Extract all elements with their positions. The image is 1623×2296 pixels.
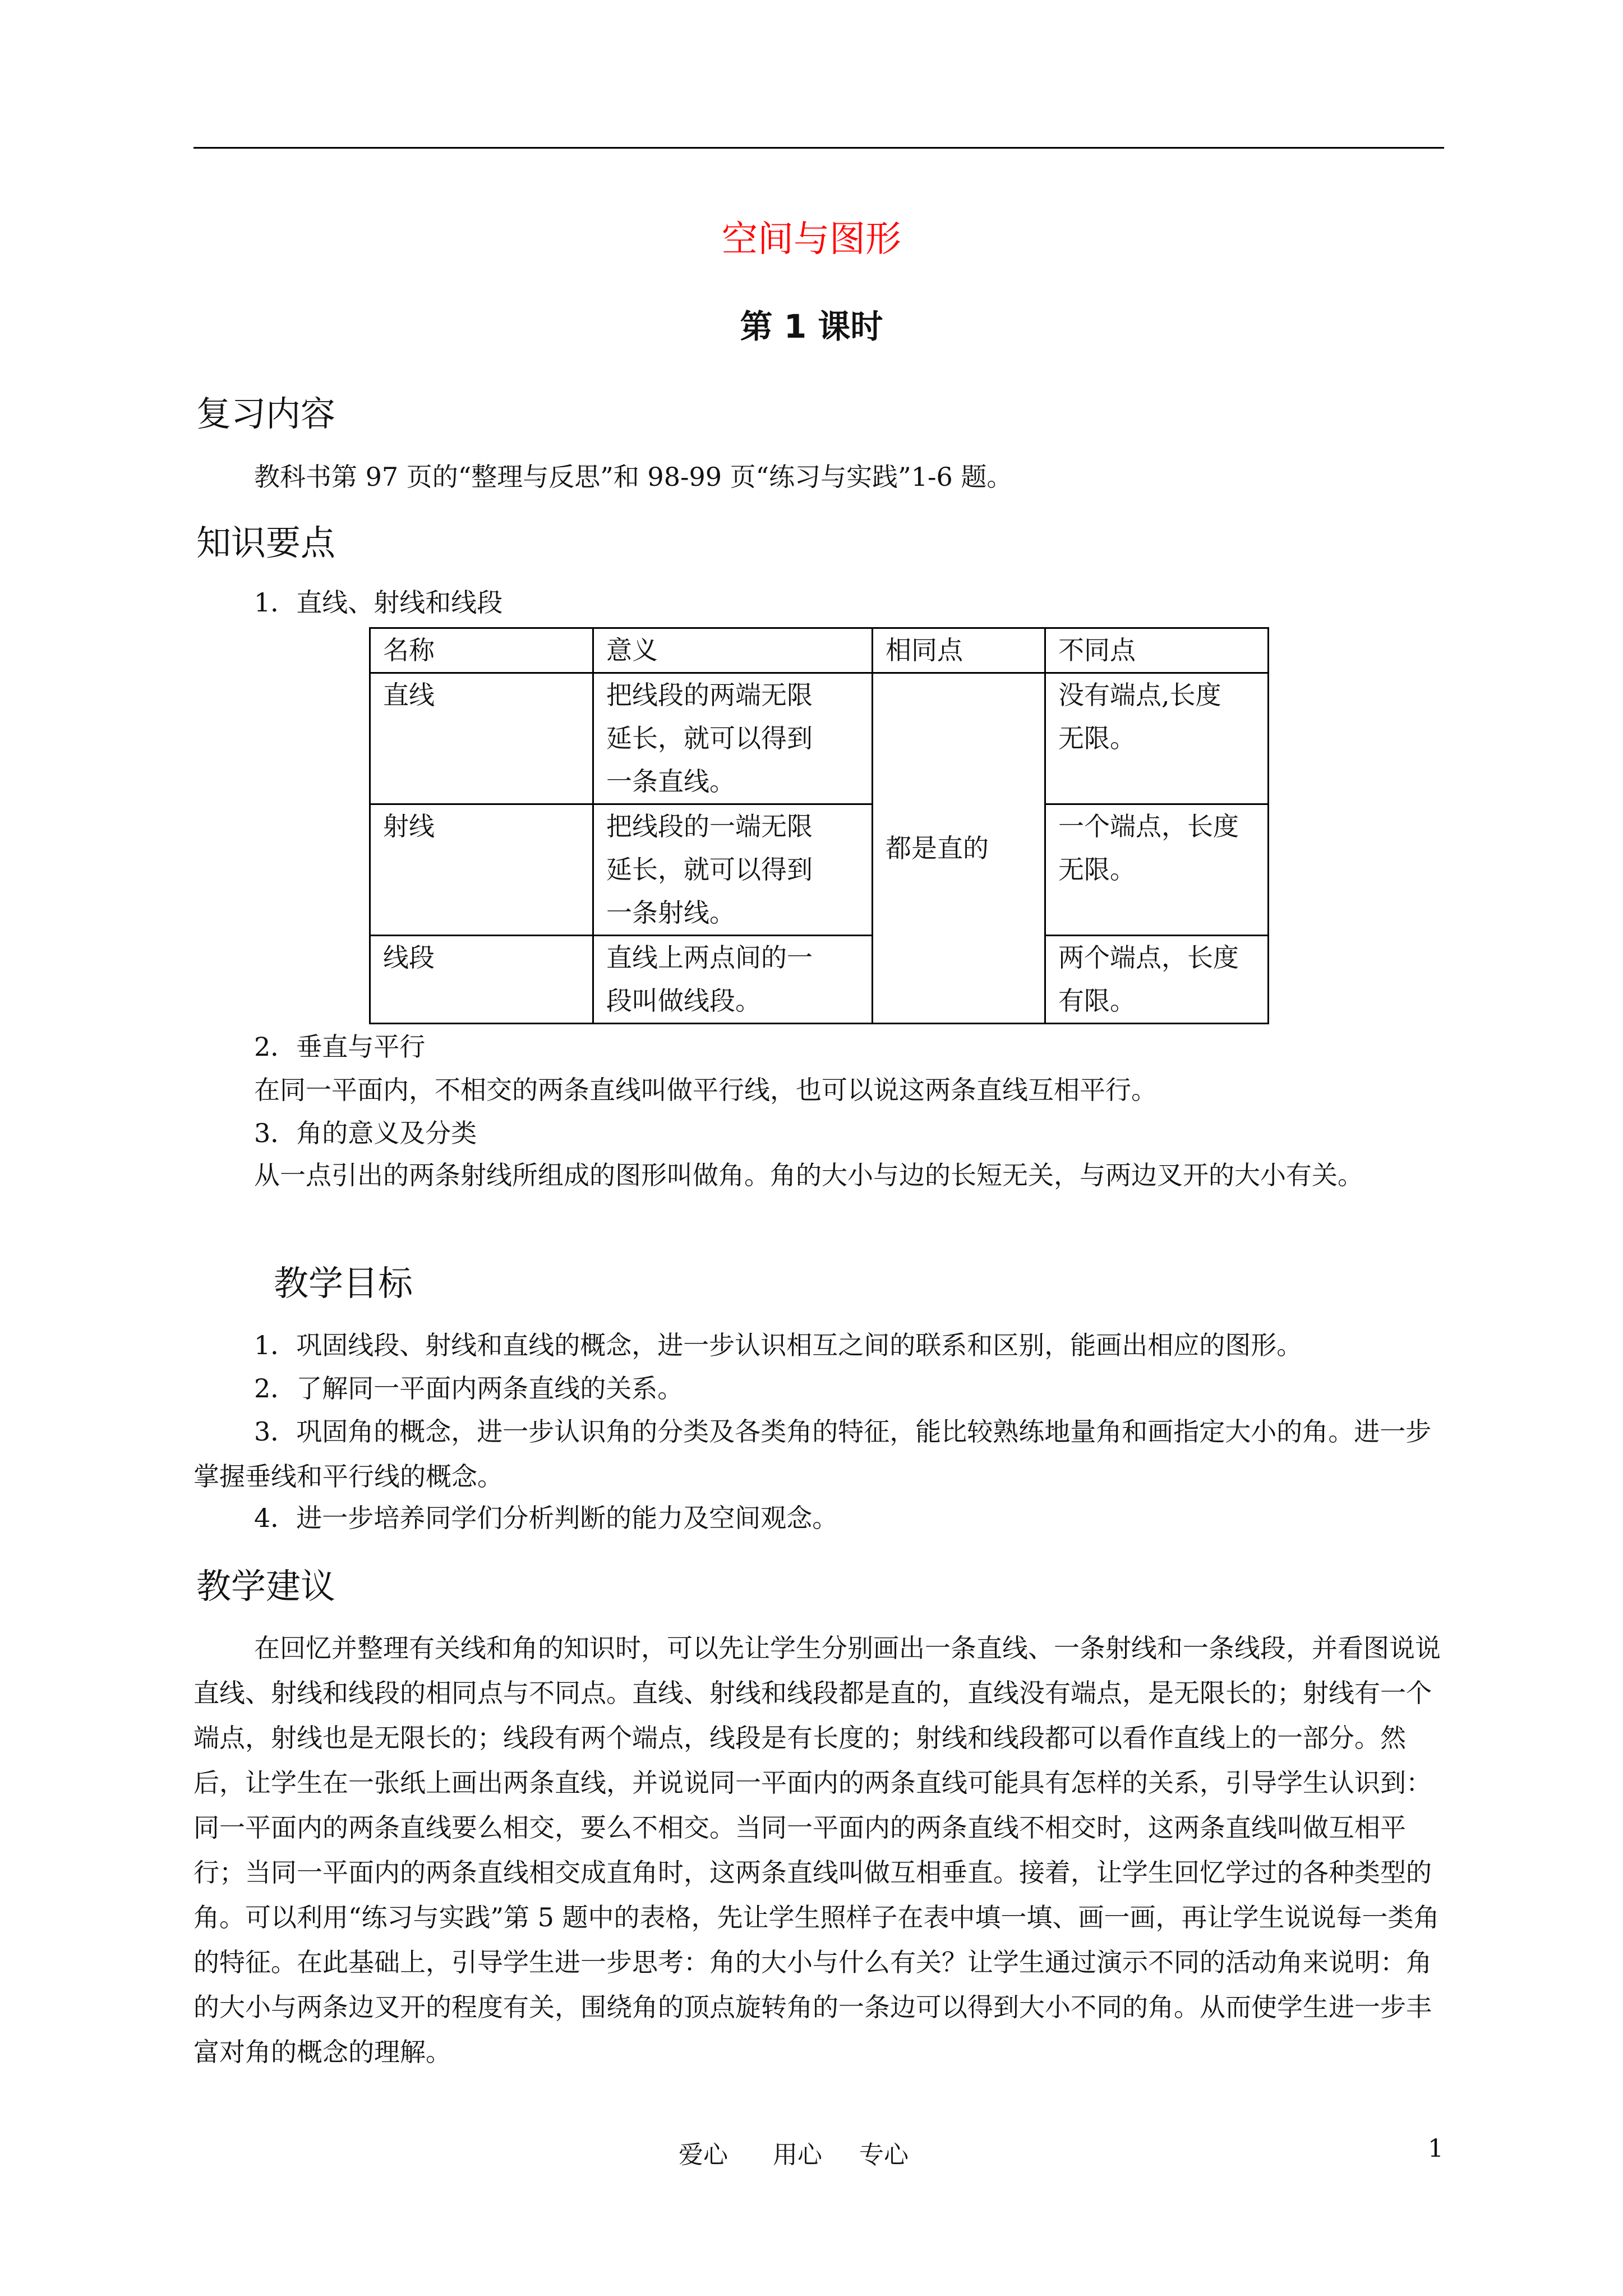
- knowledge-item-3: 3．角的意义及分类: [254, 1118, 477, 1148]
- header-rule: [193, 147, 1444, 149]
- table-header-cell: 名称: [370, 628, 593, 673]
- table-cell-line: 直线上两点间的一: [606, 942, 813, 973]
- review-text: 教科书第 97 页的“整理与反思”和 98-99 页“练习与实践”1-6 题。: [254, 462, 1013, 492]
- advice-text: 在回忆并整理有关线和角的知识时，可以先让学生分别画出一条直线、一条射线和一条线段，并看图说说直线、射线和线段的相同点与不同点。直线、射线和线段都是直的，直线没有端点，是无限长的；射线有一个端点，射线也是无限长的；线段有两个端点，线段是有长度的；射线和线段都可以看作直线上的一部分。然后，让学生在一张纸上画出两条直线，并说说同一平面内的两条直线可能具有怎样的关系，引导学生认识到：同一平面内的两条直线要么相交，要么不相交。当同一平面内的两条直线不相交时，这两条直线叫做互相平行；当同一平面内的两条直线相交成直角时，这两条直线叫做互相垂直。接着，让学生回忆学过的各种类型的角。可以利用“练习与实践”第 5 题中的表格，先让学生照样子在表中填一填、画一画，再让学生说说每一类角的特征。在此基础上，引导学生进一步思考：角的大小与什么有关？让学生通过演示不同的活动角来说明：角的大小与两条边叉开的程度有关，围绕角的顶点旋转角的一条边可以得到大小不同的角。从而使学生进一步丰富对角的概念的理解。: [193, 1633, 1441, 2067]
- table-cell-meaning: [593, 936, 873, 1024]
- line-comparison-table: [369, 627, 1269, 1024]
- table-cell-line: 一条射线。: [606, 898, 735, 928]
- table-cell-meaning: [593, 804, 873, 936]
- goal-item: 3．巩固角的概念，进一步认识角的分类及各类角的特征，能比较熟练地量角和画指定大小的角。进一步掌握垂线和平行线的概念。: [193, 1416, 1432, 1492]
- table-header-cell: 不同点: [1045, 628, 1269, 673]
- table-cell-line: 段叫做线段。: [606, 986, 761, 1016]
- table-cell-line: 一个端点，长度: [1058, 811, 1239, 841]
- knowledge-item-2: 2．垂直与平行: [254, 1032, 426, 1062]
- table-cell-line: 没有端点,长度: [1058, 680, 1221, 710]
- table-cell-meaning: [593, 673, 873, 804]
- table-cell-line: 两个端点，长度: [1058, 942, 1239, 973]
- footer-slogan: 用心: [773, 2141, 822, 2169]
- knowledge-item-3-text: 从一点引出的两条射线所组成的图形叫做角。角的大小与边的长短无关，与两边叉开的大小有关。: [254, 1160, 1363, 1190]
- table-cell-line: 把线段的两端无限: [606, 680, 813, 710]
- table-cell-diff: [1045, 804, 1269, 936]
- table-cell-line: 延长，就可以得到: [606, 854, 813, 885]
- table-header-cell: 意义: [593, 628, 873, 673]
- knowledge-item-2-text: 在同一平面内，不相交的两条直线叫做平行线，也可以说这两条直线互相平行。: [254, 1075, 1157, 1105]
- review-heading: 复习内容: [196, 393, 336, 434]
- goal-item: 1．巩固线段、射线和直线的概念，进一步认识相互之间的联系和区别，能画出相应的图形。: [254, 1330, 1303, 1360]
- table-cell-name: 直线: [370, 673, 593, 804]
- table-cell-diff: [1045, 673, 1269, 804]
- table-cell-line: 无限。: [1058, 723, 1136, 753]
- table-cell-line: 把线段的一端无限: [606, 811, 813, 841]
- table-header-row: [370, 628, 1269, 673]
- table-cell-line: 无限。: [1058, 854, 1136, 885]
- table-header-cell: 相同点: [873, 628, 1045, 673]
- goals-heading: 教学目标: [274, 1263, 413, 1304]
- knowledge-item-1: 1．直线、射线和线段: [254, 587, 503, 618]
- footer-slogan: 专心: [859, 2141, 909, 2169]
- table-cell-name: 线段: [370, 936, 593, 1024]
- page-title: 空间与图形: [722, 219, 901, 260]
- goal-item: 2．了解同一平面内两条直线的关系。: [254, 1373, 684, 1404]
- knowledge-heading: 知识要点: [196, 522, 336, 563]
- table-cell-line: 延长，就可以得到: [606, 723, 813, 753]
- table-cell-diff: [1045, 936, 1269, 1024]
- table-cell-line: 有限。: [1058, 986, 1136, 1016]
- table-row: [370, 673, 1269, 804]
- table-cell-common: 都是直的: [873, 673, 1045, 1024]
- footer-slogan: 爱心: [679, 2141, 728, 2169]
- advice-heading: 教学建议: [196, 1566, 336, 1607]
- lesson-title: 第 1 课时: [740, 307, 883, 346]
- page-number: 1: [1428, 2134, 1444, 2163]
- table-cell-line: 一条直线。: [606, 766, 735, 797]
- table-cell-name: 射线: [370, 804, 593, 936]
- table-row: [370, 936, 1269, 1024]
- goal-item: 4．进一步培养同学们分析判断的能力及空间观念。: [254, 1503, 838, 1533]
- table-row: [370, 804, 1269, 936]
